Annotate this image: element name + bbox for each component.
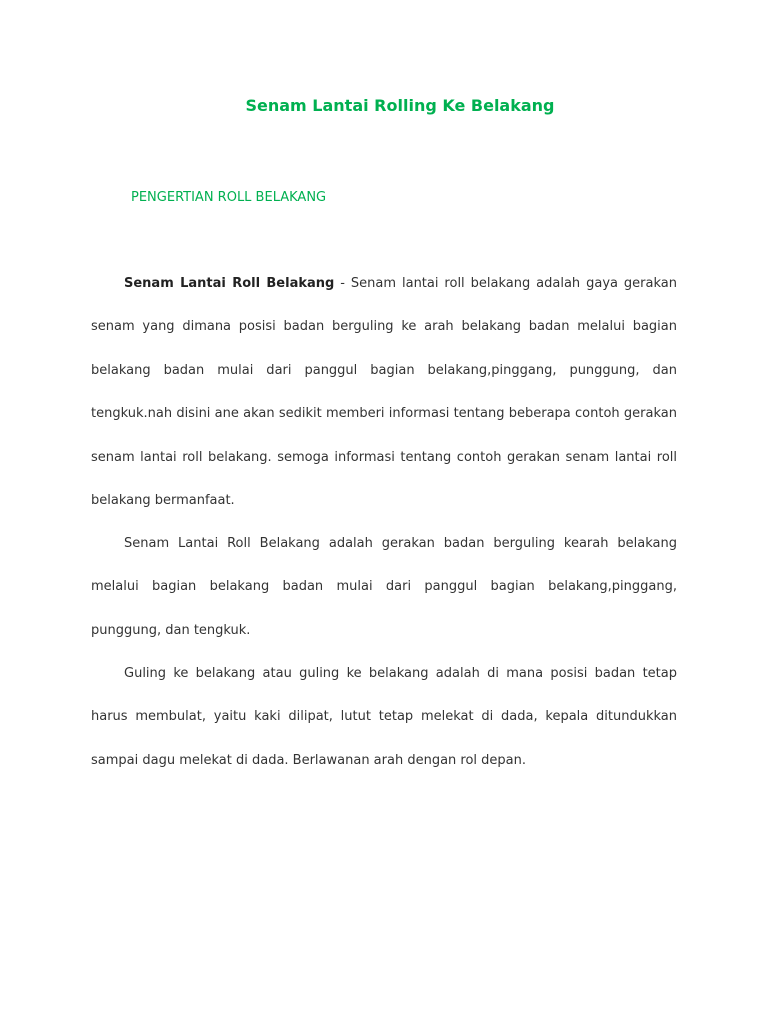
paragraph-2 — [91, 522, 677, 652]
document-title: Senam Lantai Rolling Ke Belakang — [245, 96, 555, 115]
paragraph-1-lead: Senam Lantai Roll Belakang — [124, 276, 335, 291]
paragraph-2-text: Senam Lantai Roll Belakang adalah gerakan badan berguling kearah belakang melalui bagian belakang badan mulai dari panggul bagian belakang,pinggang, punggung, dan tengkuk. — [91, 536, 677, 638]
paragraph-3-text: Guling ke belakang atau guling ke belakang adalah di mana posisi badan tetap harus membulat, yaitu kaki dilipat, lutut tetap melekat di dada, kepala ditundukkan sampai dagu melekat di dada. Berlawanan arah dengan rol depan. — [91, 666, 677, 768]
paragraph-1 — [91, 262, 677, 522]
paragraph-1-text: - Senam lantai roll belakang adalah gaya gerakan senam yang dimana posisi badan berguling ke arah belakang badan melalui bagian belakang badan mulai dari panggul bagian belakang,pinggang, punggung, dan tengkuk.nah disini ane akan sedikit memberi informasi tentang beberapa contoh gerakan senam lantai roll belakang. semoga informasi tentang contoh gerakan senam lantai roll belakang bermanfaat. — [91, 276, 677, 509]
paragraph-3 — [91, 652, 677, 782]
section-heading: PENGERTIAN ROLL BELAKANG — [131, 190, 327, 205]
